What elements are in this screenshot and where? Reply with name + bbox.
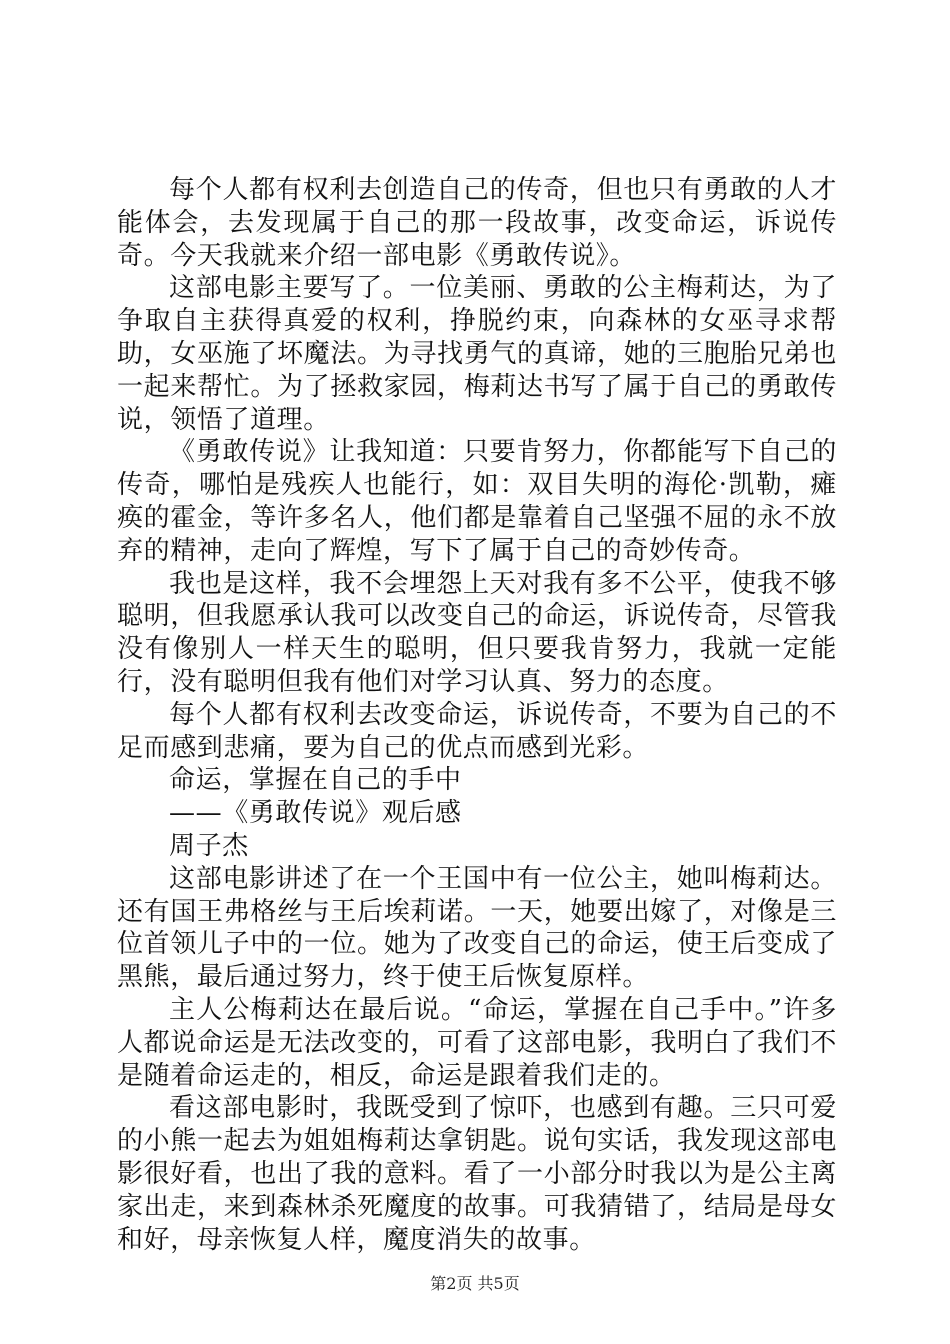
paragraph-1: 每个人都有权利去创造自己的传奇，但也只有勇敢的人才能体会，去发现属于自己的那一段故事，改变命运，诉说传奇。今天我就来介绍一部电影《勇敢传说》。 bbox=[117, 175, 837, 271]
essay-author: 周子杰 bbox=[169, 830, 249, 861]
paragraph-4: 我也是这样，我不会埋怨上天对我有多不公平，使我不够聪明，但我愿承认我可以改变自己的命运，诉说传奇，尽管我没有像别人一样天生的聪明，但只要我肯努力，我就一定能行，没有聪明但我有他们对学习认真、努力的态度。 bbox=[117, 568, 837, 697]
document-body bbox=[117, 174, 837, 1256]
paragraph-3: 《勇敢传说》让我知道：只要肯努力，你都能写下自己的传奇，哪怕是残疾人也能行，如：双目失明的海伦·凯勒，瘫痪的霍金，等许多名人，他们都是靠着自己坚强不屈的永不放弃的精神，走向了辉煌，写下了属于自己的奇妙传奇。 bbox=[117, 437, 837, 566]
paragraph-5: 每个人都有权利去改变命运，诉说传奇，不要为自己的不足而感到悲痛，要为自己的优点而感到光彩。 bbox=[117, 699, 837, 763]
paragraph-8: 看这部电影时，我既受到了惊吓，也感到有趣。三只可爱的小熊一起去为姐姐梅莉达拿钥匙。说句实话，我发现这部电影很好看，也出了我的意料。看了一小部分时我以为是公主离家出走，来到森林杀死魔度的故事。可我猜错了，结局是母女和好，母亲恢复人样，魔度消失的故事。 bbox=[117, 1093, 837, 1255]
essay-title: 命运，掌握在自己的手中 bbox=[169, 765, 462, 796]
essay-subtitle: ——《勇敢传说》观后感 bbox=[169, 798, 462, 829]
paragraph-7: 主人公梅莉达在最后说。“命运，掌握在自己手中。”许多人都说命运是无法改变的，可看了这部电影，我明白了我们不是随着命运走的，相反，命运是跟着我们走的。 bbox=[117, 994, 837, 1091]
page-footer: 第2页 共5页 bbox=[430, 1274, 520, 1293]
paragraph-6: 这部电影讲述了在一个王国中有一位公主，她叫梅莉达。还有国王弗格丝与王后埃莉诺。一天，她要出嫁了，对像是三位首领儿子中的一位。她为了改变自己的命运，使王后变成了黑熊，最后通过努力，终于使王后恢复原样。 bbox=[117, 863, 837, 993]
paragraph-2: 这部电影主要写了。一位美丽、勇敢的公主梅莉达，为了争取自主获得真爱的权利，挣脱约束，向森林的女巫寻求帮助，女巫施了坏魔法。为寻找勇气的真谛，她的三胞胎兄弟也一起来帮忙。为了拯救家园，梅莉达书写了属于自己的勇敢传说，领悟了道理。 bbox=[117, 273, 837, 435]
